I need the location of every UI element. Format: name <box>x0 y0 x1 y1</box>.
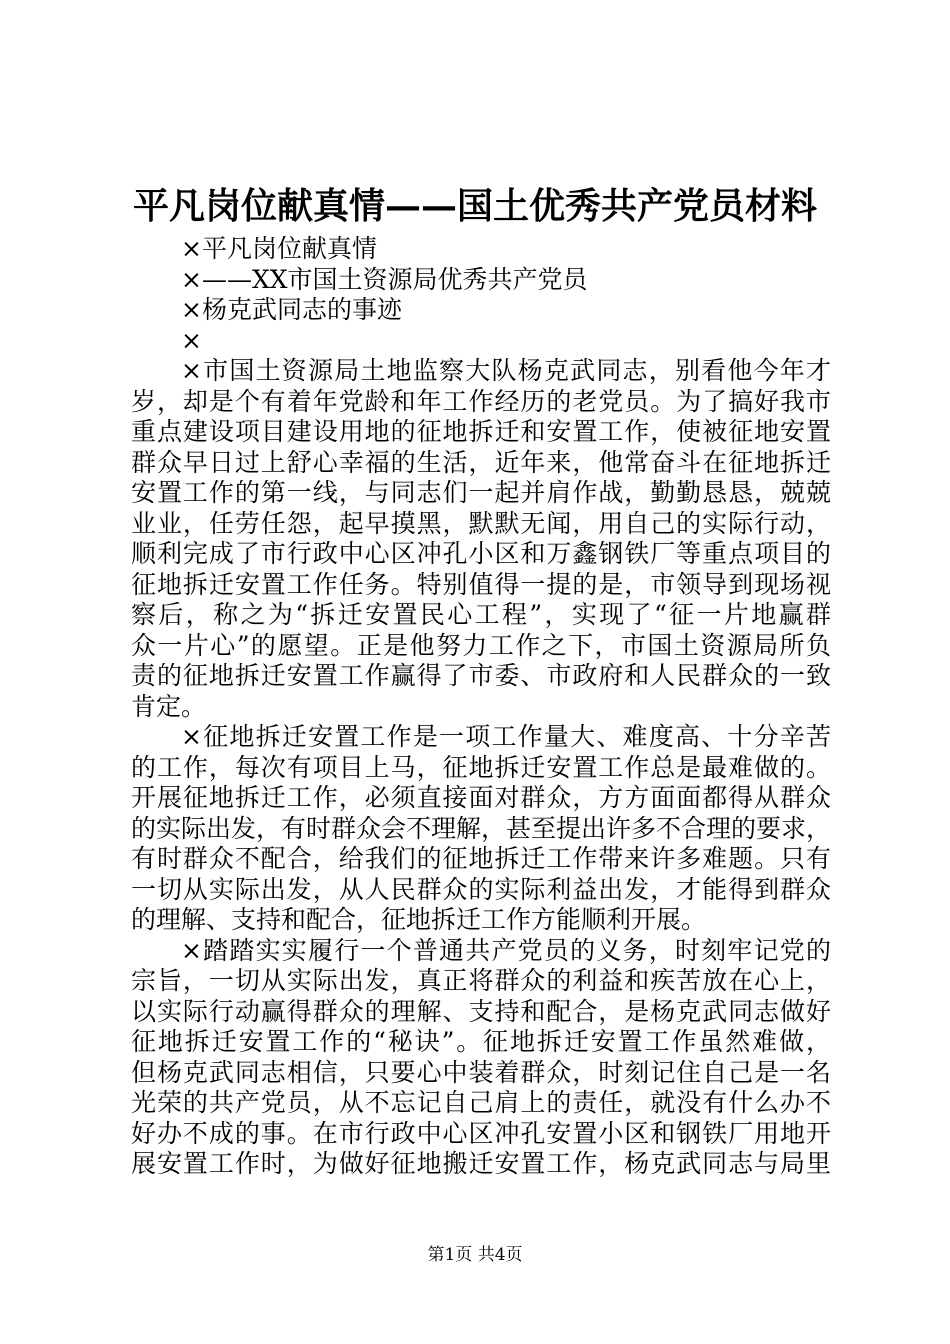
paragraph-line: 光荣的共产党员，从不忘记自己肩上的责任，就没有什么办不 <box>131 1088 831 1117</box>
heading-line: ×——XX市国土资源局优秀共产党员 <box>181 264 588 294</box>
heading-line: ×平凡岗位献真情 <box>181 234 377 263</box>
document-title: 平凡岗位献真情——国土优秀共产党员材料 <box>132 185 817 227</box>
paragraph-line: 业业，任劳任怨，起早摸黑，默默无闻，用自己的实际行动， <box>131 508 831 538</box>
paragraph-line: 重点建设项目建设用地的征地拆迁和安置工作，使被征地安置 <box>131 417 831 446</box>
heading-line: × <box>181 325 202 355</box>
paragraph-line: 开展征地拆迁工作，必须直接面对群众，方方面面都得从群众 <box>131 783 831 812</box>
paragraph <box>131 936 831 1180</box>
paragraph-line: 肯定。 <box>131 691 207 721</box>
paragraph-line: 岁，却是个有着年党龄和年工作经历的老党员。为了搞好我市 <box>131 386 831 416</box>
paragraph-line: 一切从实际出发，从人民群众的实际利益出发，才能得到群众 <box>131 874 831 904</box>
paragraph-line: ×征地拆迁安置工作是一项工作量大、难度高、十分辛苦 <box>181 722 831 751</box>
paragraph-line: ×踏踏实实履行一个普通共产党员的义务，时刻牢记党的 <box>181 935 831 965</box>
paragraph-line: 征地拆迁安置工作任务。特别值得一提的是，市领导到现场视 <box>131 569 831 599</box>
document-body <box>131 234 831 1180</box>
paragraph-line: 责的征地拆迁安置工作赢得了市委、市政府和人民群众的一致 <box>131 661 831 690</box>
paragraph-line: 好办不成的事。在市行政中心区冲孔安置小区和钢铁厂用地开 <box>131 1118 831 1148</box>
paragraph-line: 的实际出发，有时群众会不理解，甚至提出许多不合理的要求， <box>131 813 832 843</box>
paragraph-line: 安置工作的第一线，与同志们一起并肩作战，勤勤恳恳，兢兢 <box>131 478 831 507</box>
paragraph-line: 但杨克武同志相信，只要心中装着群众，时刻记住自己是一名 <box>131 1057 831 1087</box>
paragraph <box>131 722 831 936</box>
heading-line: ×杨克武同志的事迹 <box>181 295 402 324</box>
paragraph-line: 的理解、支持和配合，征地拆迁工作方能顺利开展。 <box>131 905 707 934</box>
paragraph-line: 顺利完成了市行政中心区冲孔小区和万鑫钢铁厂等重点项目的 <box>131 539 831 568</box>
paragraph-line: 展安置工作时，为做好征地搬迁安置工作，杨克武同志与局里 <box>131 1149 831 1178</box>
paragraph <box>131 356 831 722</box>
paragraph-line: 的工作，每次有项目上马，征地拆迁安置工作总是最难做的。 <box>131 752 831 782</box>
paragraph-line: 众一片心”的愿望。正是他努力工作之下，市国土资源局所负 <box>131 630 831 660</box>
paragraph-line: 宗旨，一切从实际出发，真正将群众的利益和疾苦放在心上， <box>131 966 831 995</box>
paragraph-line: 察后，称之为“拆迁安置民心工程”，实现了“征一片地赢群 <box>131 600 831 629</box>
paragraph-line: 以实际行动赢得群众的理解、支持和配合，是杨克武同志做好 <box>131 996 831 1026</box>
paragraph-line: 征地拆迁安置工作的“秘诀”。征地拆迁安置工作虽然难做， <box>131 1027 831 1056</box>
page-number-footer: 第1页 共4页 <box>427 1245 523 1265</box>
paragraph-line: 有时群众不配合，给我们的征地拆迁工作带来许多难题。只有 <box>131 844 831 873</box>
paragraph-line: 群众早日过上舒心幸福的生活，近年来，他常奋斗在征地拆迁 <box>131 447 831 477</box>
paragraph-line: ×市国土资源局土地监察大队杨克武同志，别看他今年才 <box>181 356 831 385</box>
